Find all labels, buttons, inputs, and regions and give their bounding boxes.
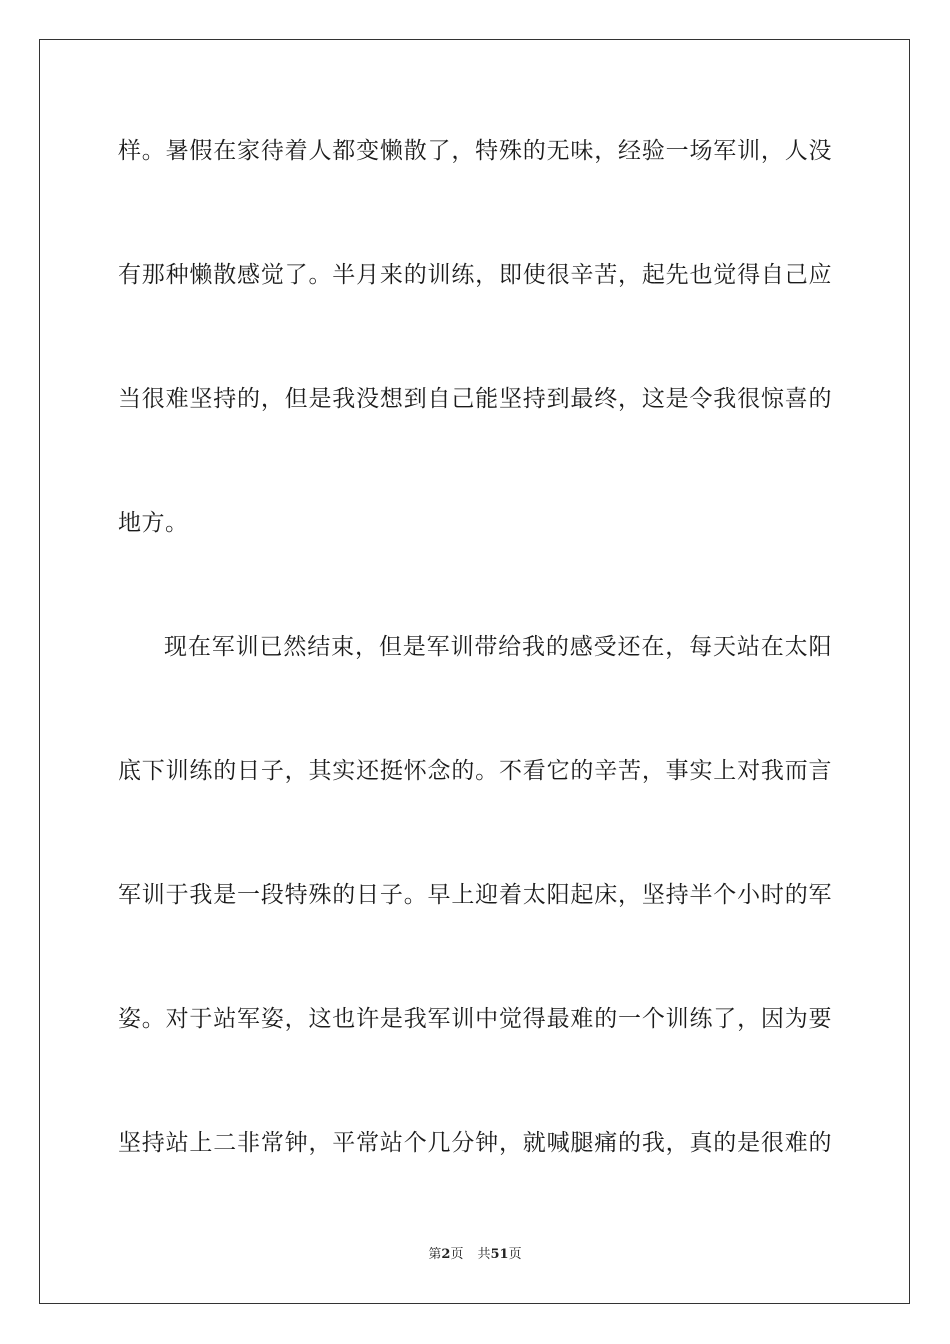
total-prefix: 共 [477,1247,491,1262]
text-line-2: 有那种懒散感觉了。半月来的训练，即使很辛苦，起先也觉得自己应 [118,262,832,288]
text-line-3: 当很难坚持的，但是我没想到自己能坚持到最终，这是令我很惊喜的 [118,386,832,412]
page-prefix: 第 [428,1247,442,1262]
text-line-4: 地方。 [118,510,189,536]
text-line-7: 军训于我是一段特殊的日子。早上迎着太阳起床，坚持半个小时的军 [118,882,832,908]
text-line-8: 姿。对于站军姿，这也许是我军训中觉得最难的一个训练了，因为要 [118,1006,832,1032]
total-pages: 51 [490,1247,509,1262]
text-line-5-paragraph-start: 现在军训已然结束，但是军训带给我的感受还在，每天站在太阳 [164,634,832,660]
text-line-9: 坚持站上二非常钟，平常站个几分钟，就喊腿痛的我，真的是很难的 [118,1130,832,1156]
page-number: 2 [441,1247,451,1262]
page-suffix: 页 [450,1247,464,1262]
page-border [39,39,910,1304]
page-footer [0,1246,950,1264]
total-suffix: 页 [508,1247,522,1262]
text-line-6: 底下训练的日子，其实还挺怀念的。不看它的辛苦，事实上对我而言 [118,758,832,784]
text-line-1: 样。暑假在家待着人都变懒散了，特殊的无味，经验一场军训，人没 [118,138,832,164]
